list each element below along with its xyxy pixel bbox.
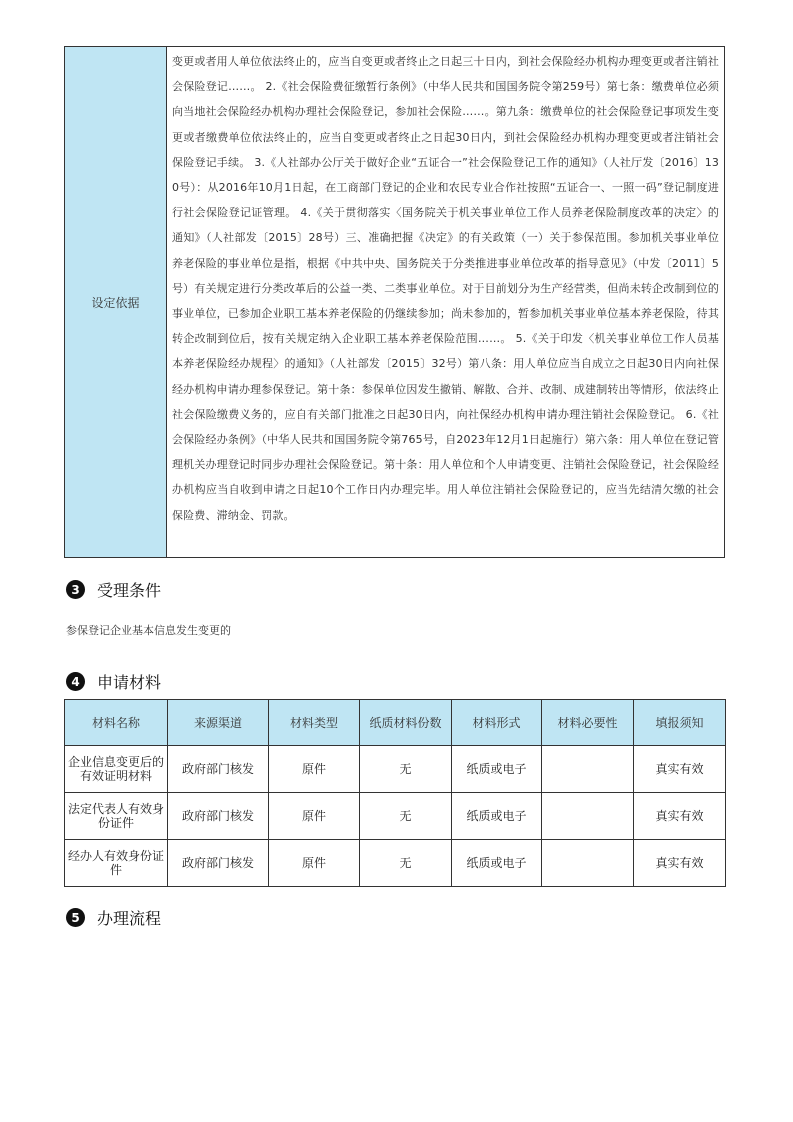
legal-basis-label: 设定依据 — [65, 47, 167, 558]
material-form: 纸质或电子 — [452, 746, 542, 793]
material-source: 政府部门核发 — [168, 840, 269, 887]
legal-basis-text: 变更或者用人单位依法终止的，应当自变更或者终止之日起三十日内，到社会保险经办机构办理变更或者注销社会保险登记……。 2.《社会保险费征缴暂行条例》（中华人民共和国国务院令第259号）第七条：缴费单位必须向当地社会保险经办机构办理社会保险登记，参加社会保险……。第九条：缴费单位的社会保险登记事项发生变更或者缴费单位依法终止的，应当自变更或者终止之日起30日内，到社会保险经办机构办理变更或者注销社会保险登记手续。 3.《人社部办公厅关于做好企业“五证合一”社会保险登记工作的通知》（人社厅发〔2016〕130号）：从2016年10月1日起，在工商部门登记的企业和农民专业合作社按照“五证合一、一照一码”登记制度进行社会保险登记证管理。 4.《关于贯彻落实〈国务院关于机关事业单位工作人员养老保险制度改革的决定〉的通知》（人社部发〔2015〕28号）三、准确把握《决定》的有关政策（一）关于参保范围。参加机关事业单位养老保险的事业单位是指，根据《中共中央、国务院关于分类推进事业单位改革的指导意见》（中发〔2011〕5号）有关规定进行分类改革后的公益一类、二类事业单位。对于目前划分为生产经营类，但尚未转企改制到位的事业单位，已参加企业职工基本养老保险的仍继续参加；尚未参加的，暂参加机关事业单位基本养老保险，待其转企改制到位后，按有关规定纳入企业职工基本养老保险范围……。 5.《关于印发〈机关事业单位工作人员基本养老保险经办规程〉的通知》（人社部发〔2015〕32号）第八条：用人单位应当自成立之日起30日内向社保经办机构申请办理参保登记。第十条：参保单位因发生撤销、解散、合并、改制、成建制转出等情形，依法终止社会保险缴费义务的，应自有关部门批准之日起30日内，向社保经办机构申请办理注销社会保险登记。 6.《社会保险经办条例》（中华人民共和国国务院令第765号，自2023年12月1日起施行）第六条：用人单位在登记管理机关办理登记时同步办理社会保险登记。第十条：用人单位和个人申请变更、注销社会保险登记，社会保险经办机构应当自收到申请之日起10个工作日内办理完毕。用人单位注销社会保险登记的，应当先结清欠缴的社会保险费、滞纳金、罚款。 — [167, 47, 725, 558]
material-necessity — [542, 840, 634, 887]
material-source: 政府部门核发 — [168, 793, 269, 840]
materials-header-row — [65, 700, 726, 746]
material-necessity — [542, 746, 634, 793]
material-notes: 真实有效 — [634, 746, 726, 793]
column-header: 纸质材料份数 — [360, 700, 452, 746]
column-header: 材料类型 — [269, 700, 360, 746]
materials-table — [64, 699, 726, 887]
material-type: 原件 — [269, 840, 360, 887]
material-name: 企业信息变更后的有效证明材料 — [65, 746, 168, 793]
table-row — [65, 840, 726, 887]
legal-basis-table — [64, 46, 725, 558]
material-form: 纸质或电子 — [452, 793, 542, 840]
column-header: 来源渠道 — [168, 700, 269, 746]
material-copies: 无 — [360, 840, 452, 887]
material-type: 原件 — [269, 746, 360, 793]
section-number-5-icon: 5 — [66, 908, 85, 927]
section-title: 受理条件 — [97, 581, 162, 600]
material-source: 政府部门核发 — [168, 746, 269, 793]
material-copies: 无 — [360, 746, 452, 793]
column-header: 材料形式 — [452, 700, 542, 746]
material-copies: 无 — [360, 793, 452, 840]
material-type: 原件 — [269, 793, 360, 840]
material-form: 纸质或电子 — [452, 840, 542, 887]
section-application-materials — [66, 670, 161, 693]
section-process-flow — [66, 906, 161, 929]
material-necessity — [542, 793, 634, 840]
column-header: 材料名称 — [65, 700, 168, 746]
column-header: 材料必要性 — [542, 700, 634, 746]
table-row — [65, 793, 726, 840]
section-acceptance-conditions — [66, 578, 161, 601]
table-row — [65, 746, 726, 793]
section-title: 申请材料 — [97, 673, 162, 692]
material-notes: 真实有效 — [634, 840, 726, 887]
material-name: 法定代表人有效身份证件 — [65, 793, 168, 840]
column-header: 填报须知 — [634, 700, 726, 746]
section-number-3-icon: 3 — [66, 580, 85, 599]
material-notes: 真实有效 — [634, 793, 726, 840]
acceptance-condition-text: 参保登记企业基本信息发生变更的 — [66, 624, 231, 637]
section-title: 办理流程 — [97, 909, 162, 928]
section-number-4-icon: 4 — [66, 672, 85, 691]
material-name: 经办人有效身份证件 — [65, 840, 168, 887]
